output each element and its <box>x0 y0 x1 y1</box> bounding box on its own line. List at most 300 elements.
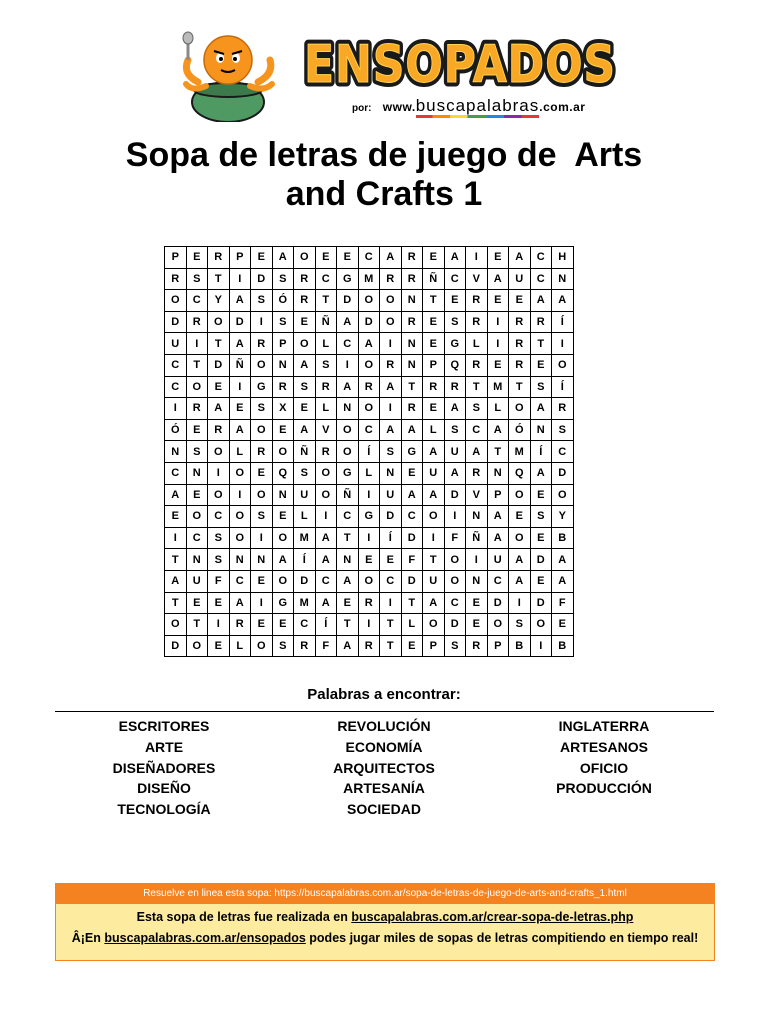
grid-cell: O <box>229 462 251 484</box>
grid-cell: D <box>165 311 187 333</box>
ensopados-logo <box>300 34 620 92</box>
grid-cell: T <box>487 441 509 463</box>
grid-cell: D <box>487 592 509 614</box>
grid-cell: Í <box>380 527 402 549</box>
grid-cell: T <box>208 333 230 355</box>
grid-cell: Ó <box>509 419 531 441</box>
grid-cell: M <box>487 376 509 398</box>
footer-line-1-prefix: Esta sopa de letras fue realizada en <box>136 910 352 924</box>
grid-cell: V <box>466 268 488 290</box>
word-item: REVOLUCIÓN <box>337 718 431 734</box>
word-item: DISEÑO <box>137 780 191 797</box>
grid-cell: R <box>315 441 337 463</box>
grid-cell: S <box>380 441 402 463</box>
grid-cell: U <box>165 333 187 355</box>
grid-cell: O <box>509 398 531 420</box>
grid-row <box>165 441 574 463</box>
grid-cell: I <box>165 398 187 420</box>
grid-cell: A <box>552 290 574 312</box>
word-column-3 <box>494 716 714 799</box>
byline-domain: .com.ar <box>539 100 586 114</box>
grid-cell: N <box>401 333 423 355</box>
grid-cell: I <box>186 333 208 355</box>
grid-cell: A <box>444 398 466 420</box>
grid-cell: E <box>208 635 230 657</box>
grid-cell: R <box>401 311 423 333</box>
grid-cell: T <box>315 290 337 312</box>
grid-row <box>165 462 574 484</box>
grid-cell: I <box>466 549 488 571</box>
grid-cell: T <box>337 614 359 636</box>
grid-cell: E <box>294 311 316 333</box>
grid-cell: U <box>487 549 509 571</box>
word-item: ECONOMÍA <box>345 738 423 755</box>
grid-row <box>165 398 574 420</box>
grid-cell: D <box>337 290 359 312</box>
grid-row <box>165 290 574 312</box>
grid-cell: C <box>530 268 552 290</box>
grid-cell: S <box>530 376 552 398</box>
footer-line-2 <box>56 929 714 948</box>
grid-cell: X <box>272 398 294 420</box>
grid-cell: T <box>165 549 187 571</box>
grid-cell: Y <box>208 290 230 312</box>
grid-cell: A <box>315 549 337 571</box>
grid-cell: E <box>251 247 273 269</box>
grid-cell: A <box>272 549 294 571</box>
grid-cell: T <box>530 333 552 355</box>
grid-cell: Í <box>552 311 574 333</box>
byline-brand: buscapalabras <box>416 96 540 118</box>
grid-cell: O <box>186 635 208 657</box>
grid-cell: T <box>466 376 488 398</box>
grid-cell: E <box>530 527 552 549</box>
grid-cell: L <box>466 333 488 355</box>
letter-grid <box>164 246 574 657</box>
grid-cell: C <box>337 333 359 355</box>
word-item: ARTE <box>144 738 184 755</box>
grid-cell: E <box>251 462 273 484</box>
grid-cell: C <box>466 419 488 441</box>
grid-cell: Í <box>358 441 380 463</box>
grid-cell: N <box>401 290 423 312</box>
grid-cell: N <box>530 419 552 441</box>
grid-cell: N <box>272 484 294 506</box>
grid-cell: N <box>165 441 187 463</box>
grid-cell: T <box>208 268 230 290</box>
grid-cell: Y <box>552 506 574 528</box>
grid-cell: A <box>337 570 359 592</box>
grid-cell: R <box>401 268 423 290</box>
grid-cell: E <box>294 398 316 420</box>
grid-cell: I <box>208 462 230 484</box>
grid-cell: R <box>423 376 445 398</box>
grid-cell: A <box>337 311 359 333</box>
grid-cell: G <box>444 333 466 355</box>
grid-cell: O <box>294 247 316 269</box>
grid-cell: L <box>294 506 316 528</box>
grid-cell: N <box>380 462 402 484</box>
grid-cell: I <box>380 592 402 614</box>
grid-cell: E <box>186 247 208 269</box>
grid-cell: E <box>509 506 531 528</box>
grid-cell: L <box>229 635 251 657</box>
grid-cell: N <box>337 549 359 571</box>
grid-cell: E <box>272 506 294 528</box>
grid-cell: O <box>208 311 230 333</box>
online-solve-link[interactable]: Resuelve en linea esta sopa: https://buscapalabras.com.ar/sopa-de-letras-de-juego-de-arts-and-crafts_1.html <box>56 884 714 904</box>
grid-cell: S <box>294 376 316 398</box>
word-item: ARQUITECTOS <box>333 759 435 776</box>
grid-cell: E <box>444 290 466 312</box>
grid-cell: O <box>358 570 380 592</box>
grid-cell: D <box>251 268 273 290</box>
grid-cell: D <box>530 549 552 571</box>
grid-cell: E <box>315 247 337 269</box>
grid-cell: O <box>251 635 273 657</box>
grid-cell: E <box>272 614 294 636</box>
footer-line-1 <box>56 908 714 927</box>
title-line-1: Sopa de letras de juego de Arts <box>125 136 643 174</box>
grid-cell: E <box>423 398 445 420</box>
grid-cell: A <box>337 376 359 398</box>
grid-cell: G <box>401 441 423 463</box>
grid-cell: O <box>444 549 466 571</box>
grid-cell: E <box>186 592 208 614</box>
grid-cell: Í <box>552 376 574 398</box>
grid-cell: A <box>401 484 423 506</box>
grid-cell: S <box>272 311 294 333</box>
grid-cell: O <box>315 484 337 506</box>
grid-cell: B <box>509 635 531 657</box>
grid-cell: G <box>337 268 359 290</box>
create-puzzle-link[interactable]: buscapalabras.com.ar/crear-sopa-de-letras.php <box>351 910 634 924</box>
grid-cell: Í <box>315 614 337 636</box>
grid-cell: I <box>251 527 273 549</box>
grid-cell: L <box>358 462 380 484</box>
grid-cell: M <box>358 268 380 290</box>
grid-cell: A <box>380 419 402 441</box>
grid-cell: Ó <box>272 290 294 312</box>
grid-cell: C <box>165 354 187 376</box>
grid-cell: O <box>337 419 359 441</box>
grid-cell: C <box>294 614 316 636</box>
grid-cell: O <box>380 311 402 333</box>
grid-row <box>165 570 574 592</box>
byline-www: www. <box>382 100 416 114</box>
grid-cell: Ñ <box>466 527 488 549</box>
grid-cell: R <box>251 441 273 463</box>
grid-cell: E <box>509 290 531 312</box>
grid-cell: E <box>165 506 187 528</box>
grid-cell: Ñ <box>423 268 445 290</box>
grid-cell: C <box>208 506 230 528</box>
grid-cell: P <box>272 333 294 355</box>
grid-cell: I <box>251 592 273 614</box>
grid-cell: R <box>552 398 574 420</box>
grid-cell: E <box>208 592 230 614</box>
grid-cell: N <box>272 354 294 376</box>
grid-cell: S <box>444 311 466 333</box>
grid-cell: O <box>229 527 251 549</box>
grid-cell: E <box>423 333 445 355</box>
grid-cell: R <box>509 333 531 355</box>
grid-cell: S <box>251 398 273 420</box>
grid-cell: E <box>487 290 509 312</box>
grid-cell: A <box>530 398 552 420</box>
grid-cell: I <box>487 333 509 355</box>
grid-cell: S <box>208 527 230 549</box>
grid-cell: O <box>165 290 187 312</box>
grid-cell: O <box>487 614 509 636</box>
grid-cell: Ñ <box>229 354 251 376</box>
grid-cell: C <box>315 268 337 290</box>
grid-cell: Ñ <box>315 311 337 333</box>
grid-cell: P <box>423 354 445 376</box>
grid-cell: D <box>358 311 380 333</box>
grid-cell: A <box>552 549 574 571</box>
grid-cell: I <box>423 527 445 549</box>
grid-cell: S <box>294 462 316 484</box>
grid-cell: C <box>444 268 466 290</box>
grid-cell: A <box>229 419 251 441</box>
grid-row <box>165 592 574 614</box>
grid-cell: A <box>229 592 251 614</box>
grid-cell: O <box>315 462 337 484</box>
grid-cell: S <box>509 614 531 636</box>
grid-cell: O <box>251 419 273 441</box>
grid-cell: R <box>401 247 423 269</box>
grid-cell: A <box>229 290 251 312</box>
grid-cell: L <box>229 441 251 463</box>
grid-cell: V <box>315 419 337 441</box>
grid-cell: R <box>294 635 316 657</box>
grid-row <box>165 247 574 269</box>
ensopados-link[interactable]: buscapalabras.com.ar/ensopados <box>104 931 306 945</box>
grid-cell: R <box>294 290 316 312</box>
grid-cell: C <box>186 290 208 312</box>
grid-cell: S <box>251 290 273 312</box>
grid-cell: A <box>315 527 337 549</box>
grid-cell: A <box>530 462 552 484</box>
footer-box <box>55 883 715 961</box>
grid-cell: A <box>294 419 316 441</box>
grid-cell: L <box>423 419 445 441</box>
word-column-2 <box>274 716 494 820</box>
grid-cell: E <box>186 419 208 441</box>
grid-cell: A <box>509 247 531 269</box>
grid-cell: O <box>186 376 208 398</box>
grid-cell: A <box>552 570 574 592</box>
header <box>0 0 768 130</box>
grid-cell: E <box>487 247 509 269</box>
grid-cell: F <box>208 570 230 592</box>
logo-text-outline: ENSOPADOS <box>304 35 616 92</box>
grid-cell: E <box>466 592 488 614</box>
grid-cell: M <box>294 527 316 549</box>
grid-cell: E <box>251 570 273 592</box>
grid-cell: R <box>294 268 316 290</box>
grid-cell: C <box>165 462 187 484</box>
grid-cell: R <box>186 398 208 420</box>
grid-cell: E <box>358 549 380 571</box>
grid-cell: L <box>315 333 337 355</box>
grid-cell: F <box>444 527 466 549</box>
grid-cell: R <box>380 354 402 376</box>
grid-cell: O <box>509 527 531 549</box>
grid-cell: N <box>186 549 208 571</box>
octopus-mascot-icon <box>178 30 278 122</box>
grid-cell: O <box>251 484 273 506</box>
word-column-1 <box>54 716 274 820</box>
grid-cell: C <box>186 527 208 549</box>
byline-prefix: por: <box>352 103 372 114</box>
grid-cell: O <box>423 614 445 636</box>
grid-cell: Ñ <box>337 484 359 506</box>
grid-cell: B <box>552 635 574 657</box>
grid-cell: S <box>272 268 294 290</box>
grid-cell: T <box>423 290 445 312</box>
grid-cell: C <box>337 506 359 528</box>
grid-cell: O <box>358 354 380 376</box>
grid-cell: O <box>530 614 552 636</box>
grid-cell: O <box>272 527 294 549</box>
grid-cell: L <box>401 614 423 636</box>
grid-cell: R <box>208 419 230 441</box>
grid-cell: E <box>337 592 359 614</box>
grid-cell: F <box>401 549 423 571</box>
grid-cell: I <box>208 614 230 636</box>
grid-cell: T <box>165 592 187 614</box>
word-item: INGLATERRA <box>558 718 650 734</box>
grid-cell: E <box>423 311 445 333</box>
grid-cell: U <box>509 268 531 290</box>
grid-cell: S <box>315 354 337 376</box>
grid-cell: P <box>487 635 509 657</box>
word-item: TECNOLOGÍA <box>117 801 211 818</box>
grid-cell: I <box>229 484 251 506</box>
grid-cell: E <box>186 484 208 506</box>
grid-cell: Q <box>444 354 466 376</box>
grid-cell: A <box>380 247 402 269</box>
grid-cell: C <box>487 570 509 592</box>
grid-cell: T <box>401 376 423 398</box>
grid-cell: A <box>337 635 359 657</box>
grid-cell: I <box>552 333 574 355</box>
grid-cell: Í <box>530 441 552 463</box>
grid-cell: I <box>229 268 251 290</box>
grid-cell: E <box>401 635 423 657</box>
grid-cell: A <box>423 441 445 463</box>
grid-cell: O <box>358 290 380 312</box>
grid-row <box>165 635 574 657</box>
grid-cell: O <box>552 354 574 376</box>
grid-cell: S <box>466 398 488 420</box>
grid-cell: U <box>186 570 208 592</box>
grid-cell: E <box>530 484 552 506</box>
grid-cell: R <box>466 290 488 312</box>
grid-cell: E <box>401 462 423 484</box>
grid-cell: R <box>466 311 488 333</box>
words-heading: Palabras a encontrar: <box>307 686 461 703</box>
grid-cell: R <box>186 311 208 333</box>
grid-cell: T <box>186 354 208 376</box>
grid-cell: P <box>423 635 445 657</box>
grid-cell: U <box>423 462 445 484</box>
grid-cell: E <box>487 354 509 376</box>
grid-cell: T <box>337 527 359 549</box>
grid-row <box>165 311 574 333</box>
grid-cell: O <box>444 570 466 592</box>
grid-cell: I <box>358 614 380 636</box>
grid-cell: I <box>380 398 402 420</box>
grid-cell: A <box>315 592 337 614</box>
grid-cell: Q <box>272 462 294 484</box>
grid-cell: T <box>423 549 445 571</box>
grid-cell: E <box>272 419 294 441</box>
grid-cell: A <box>487 419 509 441</box>
grid-cell: R <box>358 376 380 398</box>
grid-cell: E <box>552 614 574 636</box>
grid-cell: S <box>208 549 230 571</box>
grid-row <box>165 549 574 571</box>
grid-cell: I <box>530 635 552 657</box>
grid-cell: E <box>423 247 445 269</box>
grid-cell: R <box>401 398 423 420</box>
grid-cell: D <box>444 484 466 506</box>
grid-row <box>165 527 574 549</box>
word-item: ESCRITORES <box>118 718 210 734</box>
grid-cell: P <box>229 247 251 269</box>
grid-cell: I <box>315 506 337 528</box>
grid-cell: N <box>487 462 509 484</box>
grid-cell: H <box>552 247 574 269</box>
grid-cell: S <box>444 635 466 657</box>
grid-cell: N <box>466 506 488 528</box>
grid-cell: E <box>530 570 552 592</box>
word-item: ARTESANÍA <box>343 780 425 797</box>
grid-cell: A <box>509 549 531 571</box>
grid-cell: D <box>229 311 251 333</box>
grid-cell: S <box>251 506 273 528</box>
grid-cell: I <box>165 527 187 549</box>
grid-cell: I <box>487 311 509 333</box>
grid-cell: A <box>487 506 509 528</box>
grid-cell: D <box>552 462 574 484</box>
grid-cell: S <box>552 419 574 441</box>
logo-byline <box>352 96 585 116</box>
grid-cell: S <box>186 268 208 290</box>
grid-cell: N <box>552 268 574 290</box>
grid-cell: M <box>509 441 531 463</box>
grid-cell: V <box>466 484 488 506</box>
grid-cell: R <box>315 376 337 398</box>
grid-cell: I <box>380 333 402 355</box>
word-item: PRODUCCIÓN <box>556 780 652 797</box>
grid-cell: T <box>380 635 402 657</box>
grid-cell: A <box>423 592 445 614</box>
grid-cell: D <box>380 506 402 528</box>
grid-cell: A <box>487 527 509 549</box>
grid-cell: O <box>272 441 294 463</box>
grid-row <box>165 376 574 398</box>
page-title <box>0 136 768 214</box>
grid-cell: R <box>358 635 380 657</box>
grid-cell: P <box>487 484 509 506</box>
grid-cell: N <box>186 462 208 484</box>
grid-cell: R <box>380 268 402 290</box>
grid-cell: U <box>423 570 445 592</box>
